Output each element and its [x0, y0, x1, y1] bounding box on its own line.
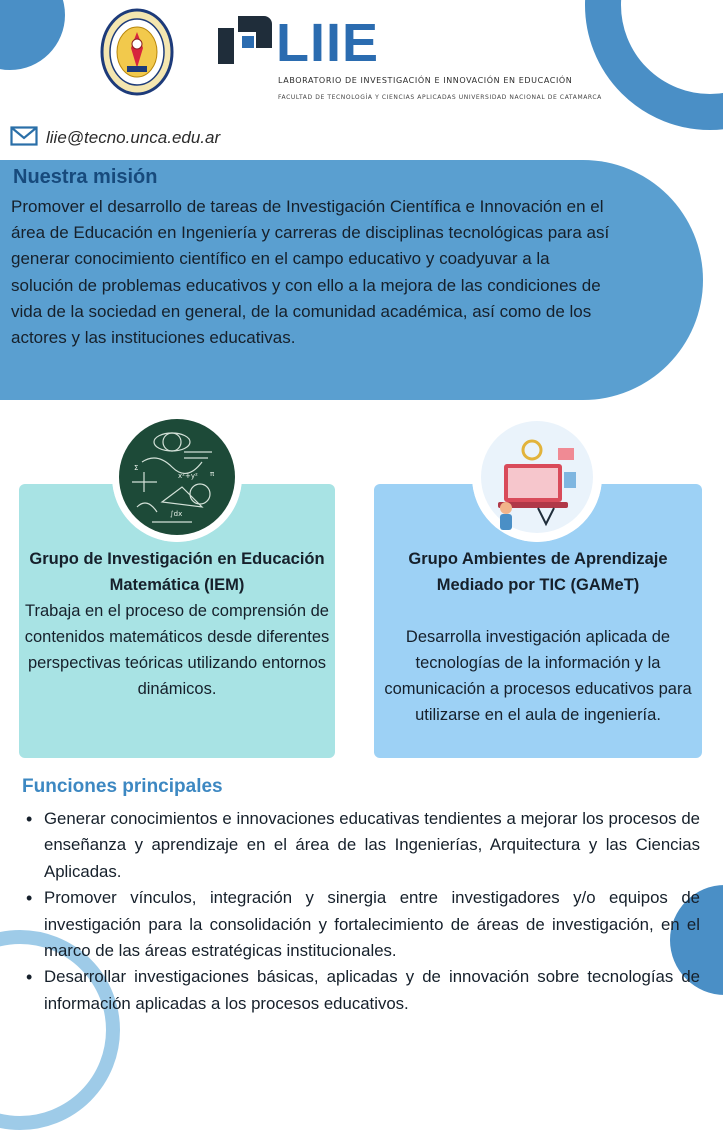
envelope-icon: [10, 126, 38, 151]
functions-title: Funciones principales: [22, 776, 223, 797]
liie-logo: [216, 13, 602, 109]
email-link[interactable]: liie@tecno.unca.edu.ar: [46, 128, 221, 147]
liie-faculty: FACULTAD DE TECNOLOGÍA Y CIENCIAS APLICADAS UNIVERSIDAD NACIONAL DE CATAMARCA: [278, 94, 602, 101]
university-seal-logo: [100, 8, 174, 96]
svg-text:x²+y²: x²+y²: [178, 472, 198, 480]
svg-text:π: π: [210, 470, 215, 478]
group-iem-text: Trabaja en el proceso de comprensión de contenidos matemáticos desde diferentes perspectivas teóricas utilizando entornos dinámicos.: [24, 602, 330, 698]
function-item: • Promover vínculos, integración y sinergia entre investigadores y/o equipos de investigación para la consolidación y fortalecimiento de áreas de investigación, en el marco de las áreas estratégicas institucionales.: [24, 885, 700, 964]
math-chalkboard-image: [112, 412, 242, 542]
mission-text: Promover el desarrollo de tareas de Investigación Científica e Innovación en el área de Educación en Ingeniería y carreras de disciplinas tecnológicas para así generar conocimiento científico en el campo educativo y coadyuvar a la solución de problemas educativos y con ello a la mejora de las condiciones de vida de la sociedad en general, de la comunidad académica, así como de los actores y las instituciones educativas.: [11, 197, 610, 348]
group-gamet-title: Grupo Ambientes de Aprendizaje Mediado por TIC (GAMeT): [408, 550, 668, 594]
liie-subtitle: LABORATORIO DE INVESTIGACIÓN E INNOVACIÓN EN EDUCACIÓN: [278, 76, 573, 85]
decorative-circle-top-left: [0, 0, 65, 70]
group-gamet-text: Desarrolla investigación aplicada de tecnologías de la información y la comunicación a procesos educativos para utilizarse en el aula de ingeniería.: [384, 628, 692, 724]
email-row: [10, 127, 220, 149]
liie-wordmark: LIIE: [276, 13, 380, 73]
group-iem-title: Grupo de Investigación en Educación Matemática (IEM): [29, 550, 325, 594]
svg-text:∫dx: ∫dx: [170, 510, 183, 518]
mission-title: Nuestra misión: [13, 166, 158, 188]
function-item: • Generar conocimientos e innovaciones educativas tendientes a mejorar los procesos de enseñanza y aprendizaje en el área de las Ingenierías, Arquitectura y las Ciencias Aplicadas.: [24, 806, 700, 885]
decorative-ring-top-right: [585, 0, 723, 130]
functions-list: [24, 806, 700, 1017]
ict-learning-illustration: [472, 412, 602, 542]
svg-text:Σ: Σ: [134, 464, 139, 472]
function-item: • Desarrollar investigaciones básicas, aplicadas y de innovación sobre tecnologías de información aplicadas a los procesos educativos.: [24, 964, 700, 1017]
